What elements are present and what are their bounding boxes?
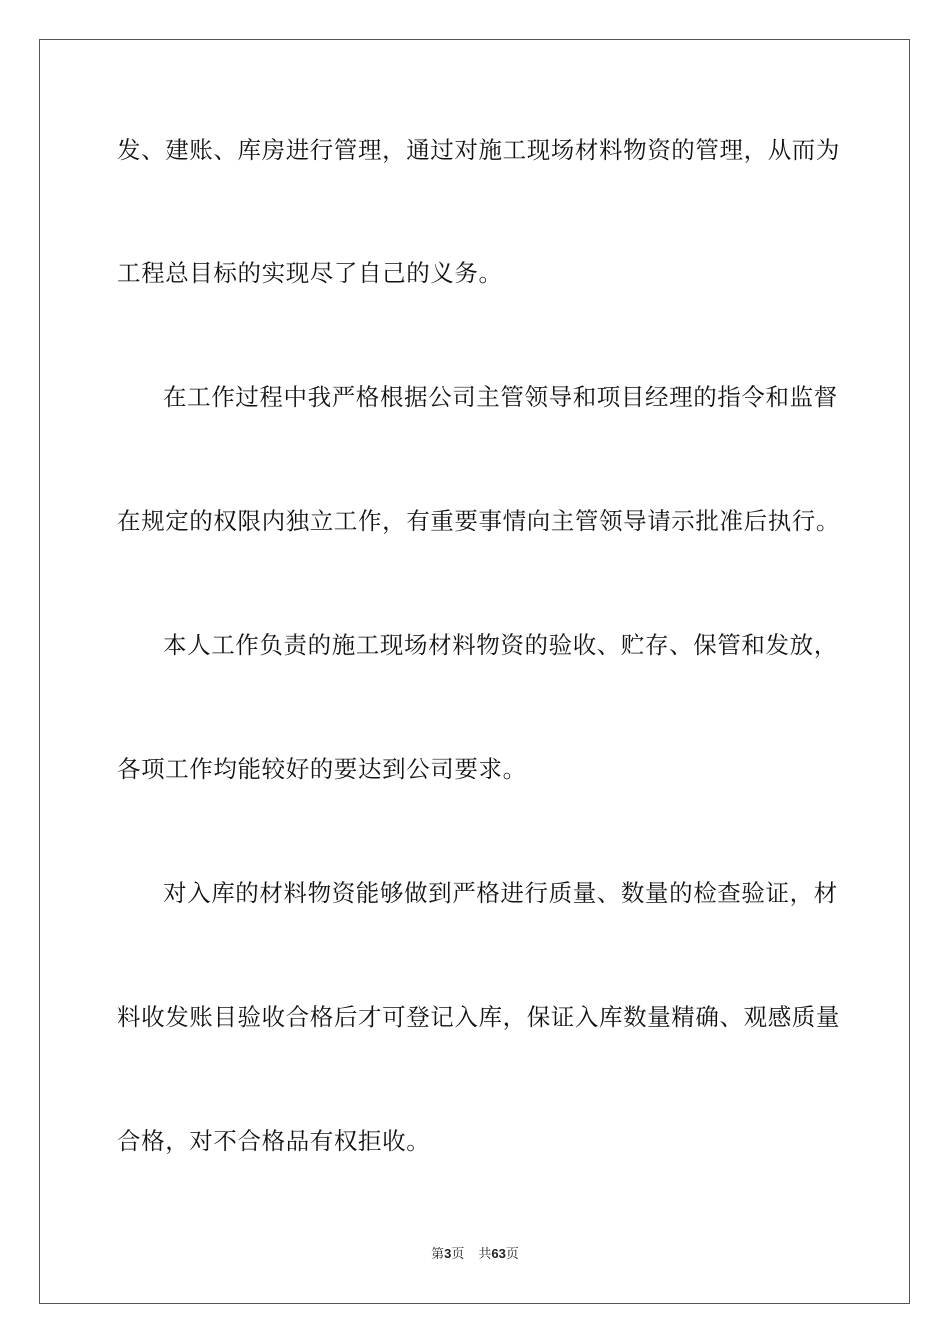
text-line: 各项工作均能较好的要达到公司要求。 — [117, 755, 527, 783]
paragraph-start-line: 本人工作负责的施工现场材料物资的验收、贮存、保管和发放， — [163, 631, 838, 659]
total-suffix: 页 — [505, 1247, 519, 1262]
text-line: 发、建账、库房进行管理，通过对施工现场材料物资的管理，从而为 — [117, 136, 840, 164]
page-border — [39, 39, 910, 1304]
page-footer — [0, 1245, 950, 1264]
page-suffix: 页 — [451, 1247, 465, 1262]
total-pages: 63 — [491, 1246, 506, 1261]
paragraph-start-line: 对入库的材料物资能够做到严格进行质量、数量的检查验证，材 — [163, 879, 838, 907]
page-prefix: 第 — [431, 1247, 445, 1262]
text-line: 在规定的权限内独立工作，有重要事情向主管领导请示批准后执行。 — [117, 507, 840, 535]
page-number: 3 — [444, 1246, 452, 1261]
text-line: 工程总目标的实现尽了自己的义务。 — [117, 259, 503, 287]
text-line: 料收发账目验收合格后才可登记入库，保证入库数量精确、观感质量 — [117, 1003, 840, 1031]
text-line: 合格，对不合格品有权拒收。 — [117, 1127, 431, 1155]
paragraph-start-line: 在工作过程中我严格根据公司主管领导和项目经理的指令和监督 — [163, 383, 838, 411]
total-prefix: 共 — [478, 1247, 492, 1262]
